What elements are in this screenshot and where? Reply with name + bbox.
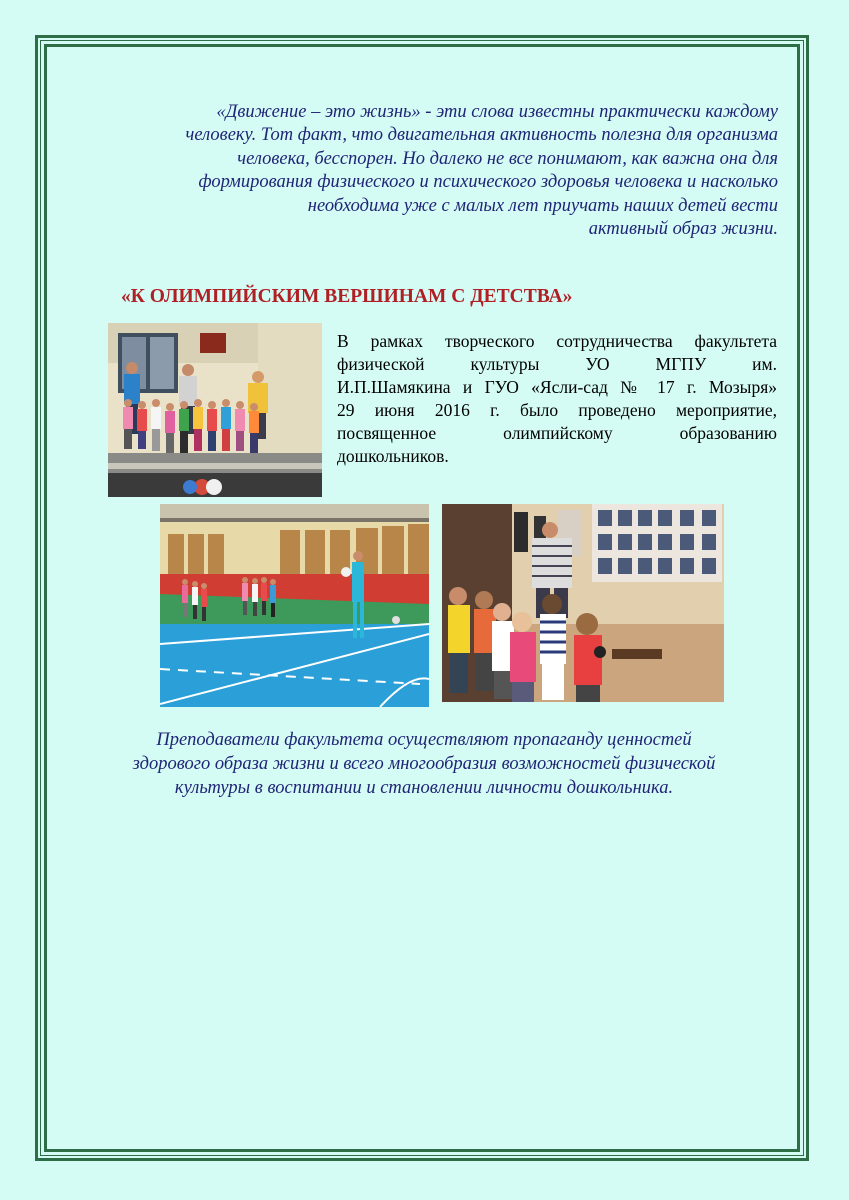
closing-paragraph <box>120 728 728 800</box>
description-line: посвященное олимпийскому образованию <box>337 423 777 443</box>
intro-line: формирования физического и психического здоровья человека и насколько <box>198 172 778 193</box>
description-line: 29 июня 2016 г. было проведено мероприятие, <box>337 400 777 420</box>
intro-line: активный образ жизни. <box>588 219 778 240</box>
closing-line: Преподаватели факультета осуществляют пропаганду ценностей <box>156 730 692 750</box>
group-photo <box>108 323 322 497</box>
event-description <box>337 330 777 468</box>
description-line: В рамках творческого сотрудничества факультета <box>337 331 777 351</box>
intro-paragraph <box>120 101 778 241</box>
intro-line: человека, бесспорен. Но далеко не все понимают, как важна она для <box>237 148 778 169</box>
description-line: физической культуры УО МГПУ им. <box>337 354 777 374</box>
section-heading: «К ОЛИМПИЙСКИМ ВЕРШИНАМ С ДЕТСТВА» <box>121 286 573 307</box>
intro-line: необходима уже с малых лет приучать наших детей вести <box>307 195 778 216</box>
closing-line: культуры в воспитании и становлении личности дошкольника. <box>174 778 674 798</box>
exhibition-photo <box>442 504 724 702</box>
intro-line: «Движение – это жизнь» - эти слова известны практически каждому <box>216 102 778 122</box>
intro-line: человеку. Тот факт, что двигательная активность полезна для организма <box>185 125 778 146</box>
description-line: И.П.Шамякина и ГУО «Ясли-сад № 17 г. Мозыря» <box>337 377 777 397</box>
closing-line: здорового образа жизни и всего многообразия возможностей физической <box>132 754 716 774</box>
gym-photo <box>160 504 429 707</box>
description-line: дошкольников. <box>337 446 449 466</box>
